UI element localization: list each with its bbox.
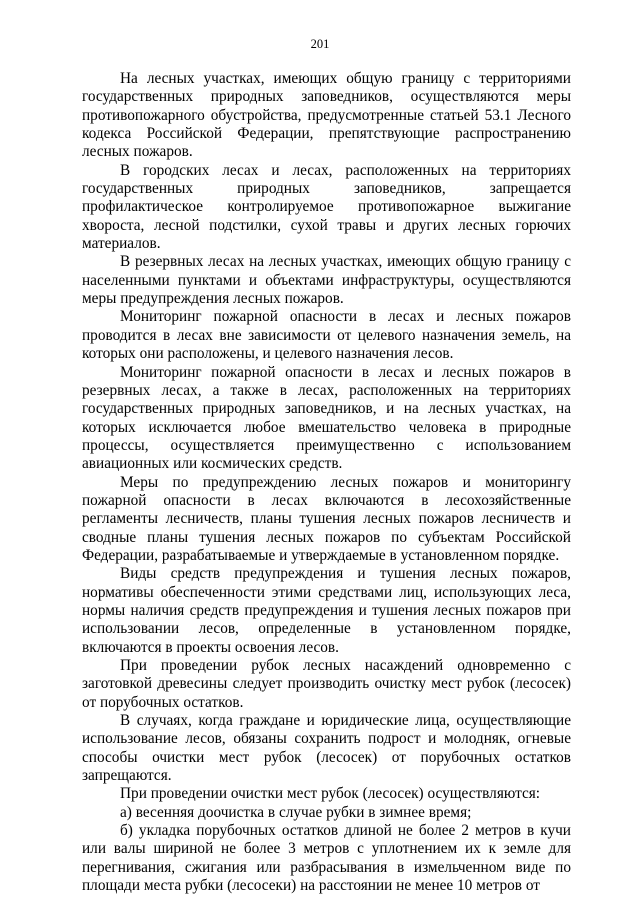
paragraph: Мониторинг пожарной опасности в лесах и лесных пожаров проводится в лесах вне зависимости от целевого назначения земель, на которых они расположены, и целевого назначения лесов.: [82, 308, 571, 363]
page-number: 201: [310, 37, 330, 51]
paragraph: Мониторинг пожарной опасности в лесах и лесных пожаров в резервных лесах, а также в лесах, расположенных на территориях государственных природных заповедников, и на лесных участках, на которых исключается любое вмешательство человека в природные процессы, осуществляется преимущественно с использованием авиационных или космических средств.: [82, 363, 571, 473]
paragraph: В случаях, когда граждане и юридические лица, осуществляющие использование лесов, обязаны сохранить подрост и молодняк, огневые способы очистки мест рубок (лесосек) от порубочных остатков запрещаются.: [82, 712, 571, 785]
paragraph: В резервных лесах на лесных участках, имеющих общую границу с населенными пунктами и объектами инфраструктуры, осуществляются меры предупреждения лесных пожаров.: [82, 253, 571, 308]
paragraph: В городских лесах и лесах, расположенных на территориях государственных природных заповедников, запрещается профилактическое контролируемое противопожарное выжигание хвороста, лесной подстилки, сухой травы и других лесных горючих материалов.: [82, 161, 571, 253]
paragraph: Виды средств предупреждения и тушения лесных пожаров, нормативы обеспеченности этими средствами лиц, использующих леса, нормы наличия средств предупреждения и тушения лесных пожаров при использовании лесов, определенные в установленном порядке, включаются в проекты освоения лесов.: [82, 565, 571, 656]
document-body: [82, 70, 571, 895]
list-item: а) весенняя доочистка в случае рубки в зимнее время;: [120, 803, 472, 821]
paragraph: Меры по предупреждению лесных пожаров и мониторингу пожарной опасности в лесах включаются в лесохозяйственные регламенты лесничеств, планы тушения лесных пожаров лесничеств и сводные планы тушения лесных пожаров по субъектам Российской Федерации, разрабатываемые и утверждаемые в установленном порядке.: [82, 473, 571, 564]
paragraph: При проведении очистки мест рубок (лесосек) осуществляются:: [120, 785, 541, 803]
list-item: б) укладка порубочных остатков длиной не более 2 метров в кучи или валы шириной не более 3 метров с уплотнением их к земле для перегнивания, сжигания или разбрасывания в измельченном виде по площади места рубки (лесосеки) на расстоянии не менее 10 метров от: [82, 822, 571, 895]
paragraph: На лесных участках, имеющих общую границу с территориями государственных природных заповедников, осуществляются меры противопожарного обустройства, предусмотренные статьей 53.1 Лесного кодекса Российской Федерации, препятствующие распространению лесных пожаров.: [82, 70, 571, 161]
paragraph: При проведении рубок лесных насаждений одновременно с заготовкой древесины следует производить очистку мест рубок (лесосек) от порубочных остатков.: [82, 657, 571, 711]
